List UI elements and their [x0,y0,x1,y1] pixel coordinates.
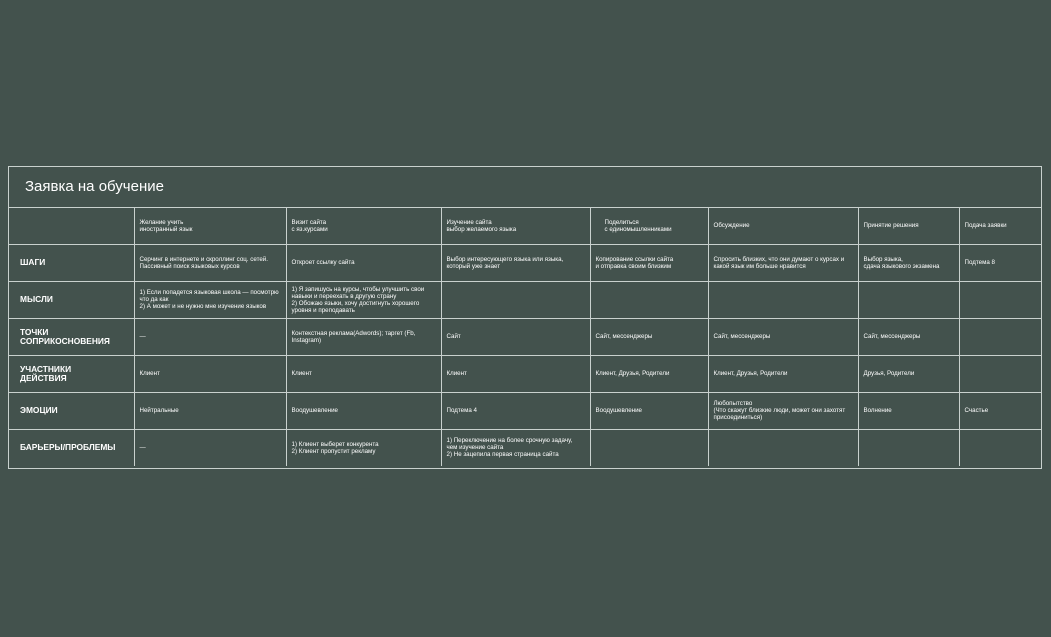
row-touchpoints [9,318,1041,355]
cell [590,429,708,466]
row-barriers [9,429,1041,466]
cell: Воодушевление [590,392,708,429]
map-title: Заявка на обучение [9,167,1041,208]
cell: — [134,318,286,355]
cell [959,281,1041,318]
cell: Сайт [441,318,590,355]
cell [708,429,858,466]
cell [858,281,959,318]
cell: Счастье [959,392,1041,429]
cell [959,429,1041,466]
stage-header: Поделиться с единомышленниками [590,208,708,244]
row-label: БАРЬЕРЫ/ПРОБЛЕМЫ [9,429,134,466]
stage-header: Подача заявки [959,208,1041,244]
cell: Друзья, Родители [858,355,959,392]
cell: Подтема 8 [959,244,1041,281]
row-emotions [9,392,1041,429]
stage-header: Визит сайта с яз.курсами [286,208,441,244]
cell: Копирование ссылки сайта и отправка своим близким [590,244,708,281]
cell: Сайт, мессенджеры [590,318,708,355]
cell: Выбор интересующего языка или языка, который уже знает [441,244,590,281]
row-steps [9,244,1041,281]
cell: Клиент, Друзья, Родители [590,355,708,392]
row-label: МЫСЛИ [9,281,134,318]
stage-header: Обсуждение [708,208,858,244]
cell: Серчинг в интернете и скроллинг соц. сетей. Пассивный поиск языковых курсов [134,244,286,281]
cell: Волнение [858,392,959,429]
row-label: ЭМОЦИИ [9,392,134,429]
cell: Контекстная реклама(Adwords); таргет (Fb, Instagram) [286,318,441,355]
cell [959,318,1041,355]
cell: Клиент, Друзья, Родители [708,355,858,392]
row-label: ТОЧКИ СОПРИКОСНОВЕНИЯ [9,318,134,355]
cell [441,281,590,318]
cell: 1) Переключение на более срочную задачу, чем изучение сайта 2) Не зацепила первая страница сайта [441,429,590,466]
cell: Сайт, мессенджеры [858,318,959,355]
cell: Сайт, мессенджеры [708,318,858,355]
stage-header-row [9,208,1041,244]
cell: Клиент [134,355,286,392]
cell [959,355,1041,392]
stage-header: Желание учить иностранный язык [134,208,286,244]
stage-header: Изучение сайта выбор желаемого языка [441,208,590,244]
cell: Воодушевление [286,392,441,429]
row-label: УЧАСТНИКИ ДЕЙСТВИЯ [9,355,134,392]
cell [858,429,959,466]
cell: 1) Если попадется языковая школа — посмотрю что да как 2) А может и не нужно мне изучение языков [134,281,286,318]
corner-cell [9,208,134,244]
row-participants [9,355,1041,392]
journey-map-board [8,166,1042,469]
row-thoughts [9,281,1041,318]
cell: Откроет ссылку сайта [286,244,441,281]
cell: — [134,429,286,466]
cell: Клиент [441,355,590,392]
cell: Подтема 4 [441,392,590,429]
cell: 1) Я запишусь на курсы, чтобы улучшить свои навыки и переехать в другую страну 2) Обожаю языки, хочу достигнуть хорошего уровня и преподавать [286,281,441,318]
cell: 1) Клиент выберет конкурента 2) Клиент пропустит рекламу [286,429,441,466]
journey-map-table [9,208,1041,466]
cell: Спросить близких, что они думают о курсах и какой язык им больше нравится [708,244,858,281]
stage-header: Принятие решения [858,208,959,244]
cell: Нейтральные [134,392,286,429]
cell [590,281,708,318]
cell [708,281,858,318]
cell: Клиент [286,355,441,392]
row-label: ШАГИ [9,244,134,281]
cell: Выбор языка, сдача языкового экзамена [858,244,959,281]
cell: Любопытство (Что скажут близкие люди, может они захотят присоединиться) [708,392,858,429]
